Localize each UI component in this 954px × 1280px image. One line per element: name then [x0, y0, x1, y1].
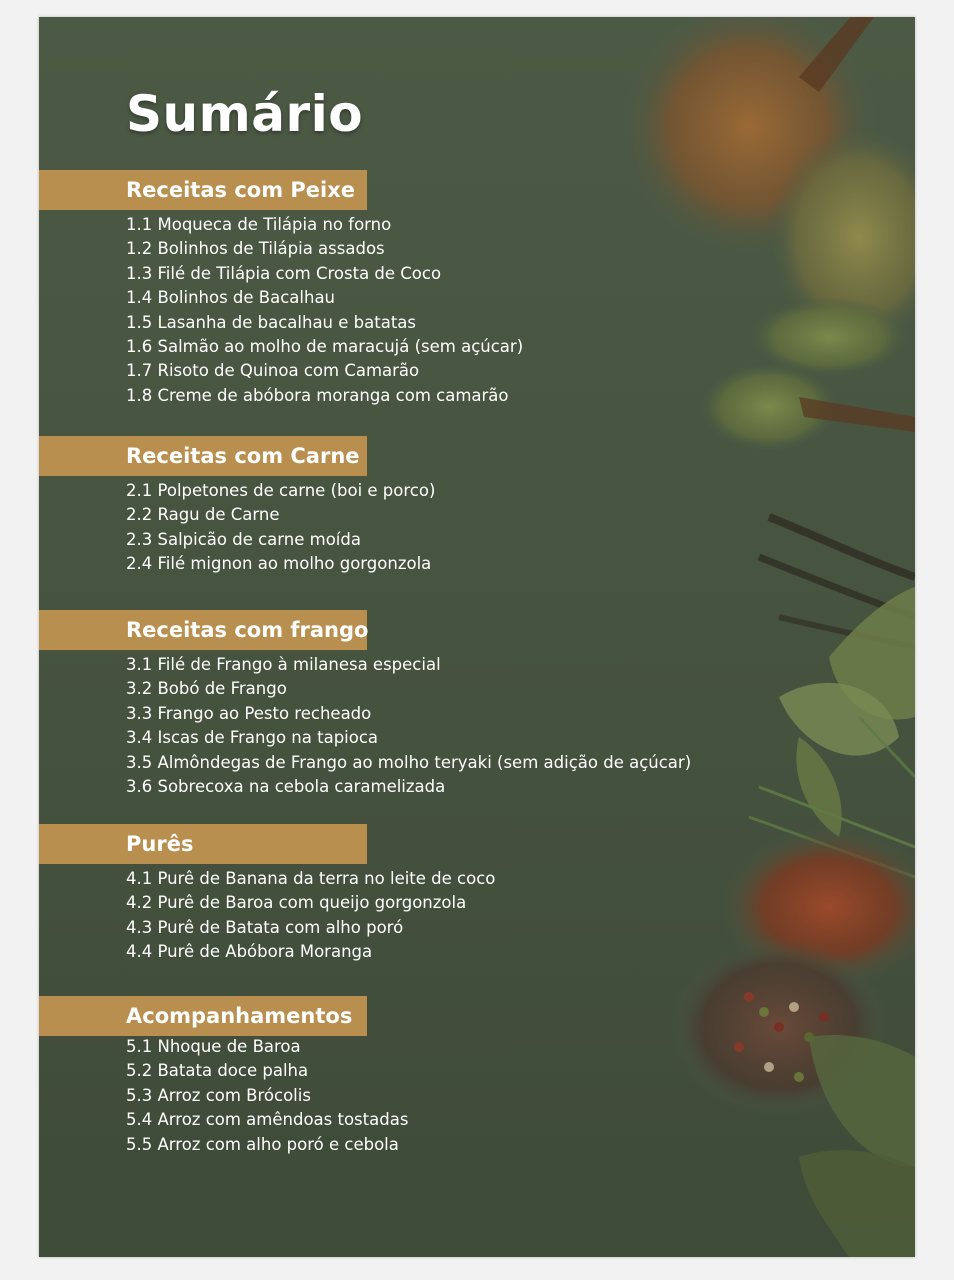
list-item: 2.3 Salpicão de carne moída [126, 529, 361, 549]
list-item: 5.1 Nhoque de Baroa [126, 1037, 301, 1056]
section-header-pures [39, 824, 367, 864]
recipe-list-peixe [126, 213, 523, 408]
section-header-acompanhamentos [39, 996, 367, 1036]
list-item: 1.5 Lasanha de bacalhau e batatas [126, 312, 416, 332]
list-item: 4.4 Purê de Abóbora Moranga [126, 942, 373, 962]
list-item: 5.3 Arroz com Brócolis [126, 1085, 311, 1105]
list-item: 3.3 Frango ao Pesto recheado [126, 703, 372, 723]
list-item: 1.6 Salmão ao molho de maracujá (sem açúcar) [126, 336, 524, 356]
section-header-carne [39, 436, 367, 476]
list-item: 1.1 Moqueca de Tilápia no forno [126, 215, 392, 234]
list-item: 5.4 Arroz com amêndoas tostadas [126, 1110, 409, 1130]
recipe-list-frango [126, 653, 691, 799]
recipe-list-carne [126, 479, 435, 577]
list-item: 3.4 Iscas de Frango na tapioca [126, 728, 379, 748]
document-page [39, 17, 915, 1257]
recipe-list-acompanhamentos [126, 1035, 408, 1157]
section-header-frango [39, 610, 367, 650]
list-item: 3.5 Almôndegas de Frango ao molho teryaki (sem adição de açúcar) [126, 752, 692, 772]
list-item: 4.2 Purê de Baroa com queijo gorgonzola [126, 893, 467, 913]
list-item: 3.6 Sobrecoxa na cebola caramelizada [126, 776, 446, 796]
recipe-list-pures [126, 867, 495, 965]
list-item: 1.4 Bolinhos de Bacalhau [126, 288, 336, 308]
section-title: Receitas com Peixe [126, 178, 356, 202]
list-item: 1.7 Risoto de Quinoa com Camarão [126, 361, 420, 381]
list-item: 5.5 Arroz com alho poró e cebola [126, 1134, 399, 1154]
list-item: 1.2 Bolinhos de Tilápia assados [126, 239, 385, 259]
list-item: 1.8 Creme de abóbora moranga com camarão [126, 385, 509, 405]
list-item: 3.1 Filé de Frango à milanesa especial [126, 655, 441, 674]
list-item: 2.1 Polpetones de carne (boi e porco) [126, 481, 436, 500]
section-title: Acompanhamentos [126, 1004, 353, 1028]
section-title: Purês [126, 832, 194, 856]
spices-illustration [599, 17, 915, 1257]
list-item: 1.3 Filé de Tilápia com Crosta de Coco [126, 263, 442, 283]
list-item: 2.2 Ragu de Carne [126, 505, 280, 525]
section-header-peixe [39, 170, 367, 210]
list-item: 3.2 Bobó de Frango [126, 679, 287, 699]
list-item: 4.3 Purê de Batata com alho poró [126, 917, 404, 937]
list-item: 4.1 Purê de Banana da terra no leite de coco [126, 869, 496, 888]
list-item: 2.4 Filé mignon ao molho gorgonzola [126, 554, 432, 574]
list-item: 5.2 Batata doce palha [126, 1061, 309, 1081]
section-title: Receitas com Carne [126, 444, 360, 468]
page-title: Sumário [126, 85, 364, 143]
section-title: Receitas com frango [126, 618, 369, 642]
